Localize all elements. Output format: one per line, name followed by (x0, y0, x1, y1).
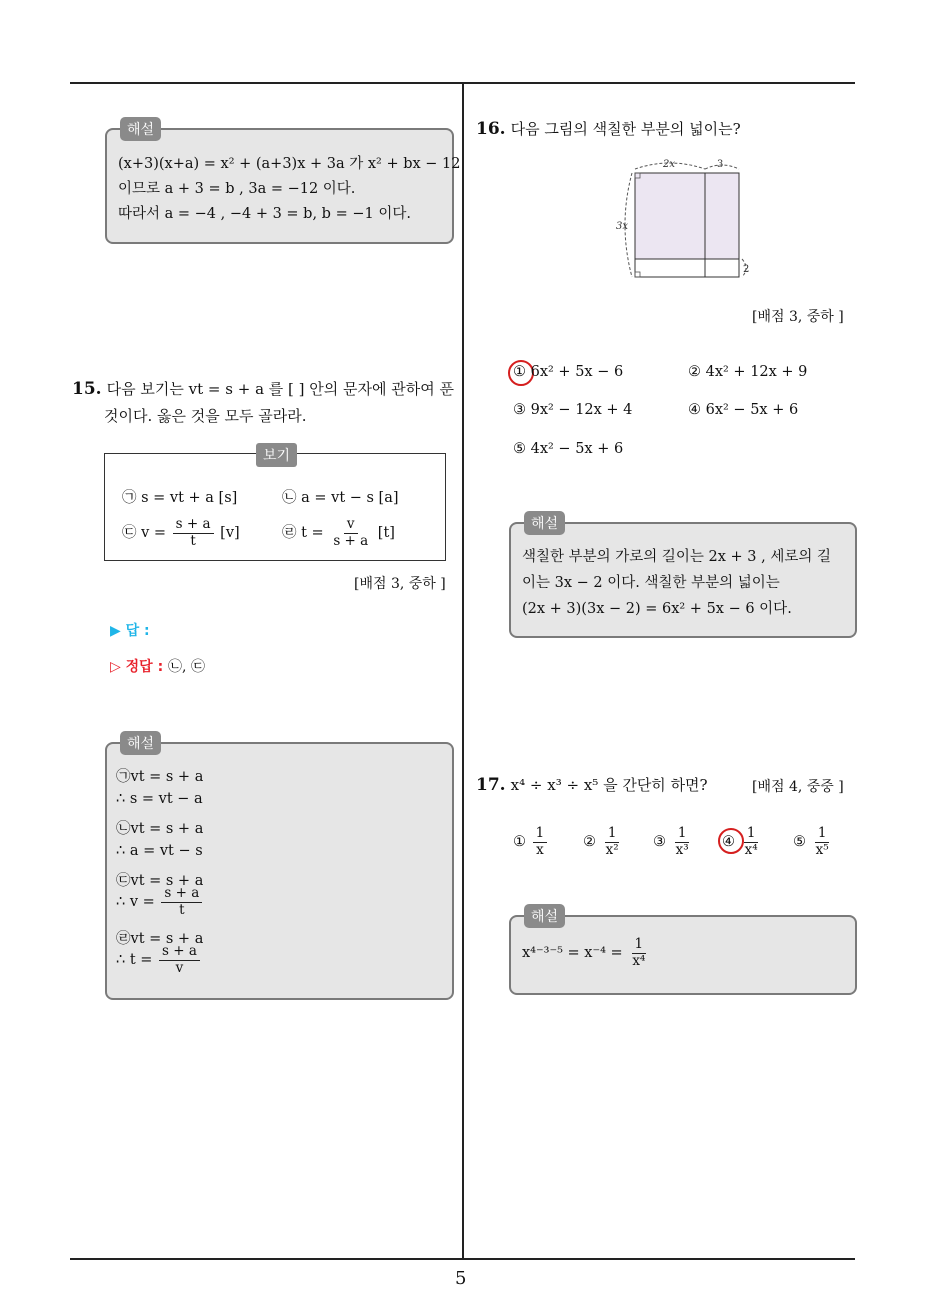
q15-item-a: ㉠ s = vt + a [s] (122, 490, 238, 506)
q15-sol-line-2: ∴ s = vt − a (116, 791, 203, 807)
q15-item-c-tail: [v] (220, 525, 240, 542)
q17-option-1-fraction (533, 826, 548, 858)
q16-label-top-left: 2x (663, 159, 676, 170)
q15-item-c-label: ㉢ v = (122, 525, 167, 542)
q16-option-2[interactable]: ② 4x² + 12x + 9 (688, 364, 808, 380)
q17-sol-fraction (629, 937, 648, 969)
q17-option-3-den: x³ (675, 841, 689, 858)
q15-item-d-fraction (330, 517, 371, 549)
q16-sol-line-2: 이는 3x − 2 이다. 색칠한 부분의 넓이는 (522, 575, 780, 591)
bottom-rule (70, 1258, 855, 1260)
q16-corner-mark-bottom (635, 272, 640, 277)
q15-text-line-2: 것이다. 옳은 것을 모두 골라라. (104, 407, 307, 425)
q17-option-4-num: 1 (744, 826, 759, 843)
q17-text: x⁴ ÷ x³ ÷ x⁵ 을 간단히 하면? (510, 776, 708, 794)
q17-option-3-fraction (673, 826, 692, 858)
q15-sol-line-4: ∴ a = vt − s (116, 843, 203, 859)
q15-sol-line-8-den: v (175, 959, 184, 976)
q16-label-right: 2 (743, 264, 750, 275)
q17-option-1-num: 1 (533, 826, 548, 843)
q16-text: 다음 그림의 색칠한 부분의 넓이는? (510, 120, 741, 138)
q16-option-5[interactable]: ⑤ 4x² − 5x + 6 (513, 441, 624, 457)
q17-option-5[interactable] (793, 826, 834, 858)
q15-question (72, 378, 457, 399)
q16-option-3[interactable]: ③ 9x² − 12x + 4 (513, 402, 633, 418)
q17-option-1-mark: ① (513, 834, 526, 851)
q15-item-d-den: s + a (333, 532, 369, 549)
q15-sol-line-8 (116, 944, 202, 976)
q17-option-2[interactable] (583, 826, 624, 858)
q15-score-meta: [배점 3, 중하 ] (354, 576, 446, 592)
q15-sol-line-6-fraction (161, 886, 202, 918)
q17-option-4[interactable] (722, 826, 763, 858)
q15-item-b: ㉡ a = vt − s [a] (282, 490, 399, 506)
q16-score-meta: [배점 3, 중하 ] (752, 309, 844, 325)
q16-option-4[interactable]: ④ 6x² − 5x + 6 (688, 402, 799, 418)
q15-sol-line-8-num: s + a (159, 944, 200, 961)
q17-solution-tag: 해설 (524, 904, 565, 928)
q17-option-2-fraction (603, 826, 622, 858)
q15-item-d-label: ㉣ t = (282, 525, 324, 542)
q17-question (476, 774, 708, 795)
q15-item-c-num: s + a (173, 517, 214, 534)
q15-sol-line-8-fraction (159, 944, 200, 976)
q15-example-tag: 보기 (256, 443, 297, 467)
q17-option-4-fraction (742, 826, 761, 858)
q16-solution-tag: 해설 (524, 511, 565, 535)
q15-sol-line-8-pre: ∴ t = (116, 952, 153, 969)
q15-answer-label[interactable]: ▶ 답 : (110, 623, 150, 639)
q15-item-d-num: v (344, 517, 358, 534)
q17-sol-den: x⁴ (632, 952, 646, 969)
q17-option-4-mark: ④ (722, 834, 735, 851)
q15-item-c (122, 517, 240, 549)
q15-sol-line-6-den: t (179, 901, 185, 918)
q17-number: 17. (476, 775, 506, 795)
q15-text-line-1: 다음 보기는 vt = s + a 를 [ ] 안의 문자에 관하여 푼 (106, 380, 454, 398)
q16-shaded-region (635, 173, 739, 259)
q17-option-2-num: 1 (605, 826, 620, 843)
q15-sol-line-3: ㉡vt = s + a (116, 821, 204, 837)
q16-number: 16. (476, 119, 506, 139)
q17-sol-pre: x⁴⁻³⁻⁵ = x⁻⁴ = (522, 945, 623, 962)
q14-solution-tag: 해설 (120, 117, 161, 141)
q15-item-c-den: t (190, 532, 196, 549)
q15-number: 15. (72, 379, 102, 399)
q17-option-3-mark: ③ (653, 834, 666, 851)
q15-solution-tag: 해설 (120, 731, 161, 755)
q14-solution-line-1: (x+3)(x+a) = x² + (a+3)x + 3a 가 x² + bx − 12 (118, 156, 461, 172)
q15-correct-label: ▷ 정답 : (110, 659, 164, 675)
q17-sol-line (522, 937, 650, 969)
column-divider (462, 84, 464, 1259)
q17-option-5-fraction (813, 826, 832, 858)
q17-option-4-den: x⁴ (744, 841, 758, 858)
q16-option-1[interactable]: ① 6x² + 5x − 6 (513, 364, 624, 380)
q15-item-d (282, 517, 395, 549)
q16-label-left: 3x (616, 221, 629, 232)
q17-score-meta: [배점 4, 중중 ] (752, 779, 844, 795)
q17-option-3[interactable] (653, 826, 694, 858)
q17-option-5-num: 1 (815, 826, 830, 843)
q17-option-1[interactable] (513, 826, 549, 858)
q15-sol-line-6-pre: ∴ v = (116, 894, 155, 911)
q17-option-2-mark: ② (583, 834, 596, 851)
q16-figure (610, 155, 760, 285)
q15-sol-line-6-num: s + a (161, 886, 202, 903)
q17-sol-num: 1 (632, 937, 647, 954)
q17-option-5-mark: ⑤ (793, 834, 806, 851)
q15-item-c-fraction (173, 517, 214, 549)
q15-sol-line-6 (116, 886, 204, 918)
q17-option-3-num: 1 (675, 826, 690, 843)
q15-sol-line-7: ㉣vt = s + a (116, 931, 204, 947)
q15-correct-answer (110, 656, 205, 676)
q15-sol-line-5: ㉢vt = s + a (116, 873, 204, 889)
q16-sol-line-1: 색칠한 부분의 가로의 길이는 2x + 3 , 세로의 길 (522, 549, 831, 565)
q17-option-5-den: x⁵ (815, 841, 829, 858)
q15-sol-line-1: ㉠vt = s + a (116, 769, 204, 785)
q14-solution-line-3: 따라서 a = −4 , −4 + 3 = b, b = −1 이다. (118, 206, 411, 222)
q17-option-1-den: x (536, 841, 544, 858)
page-number: 5 (455, 1268, 467, 1289)
q16-question (476, 118, 741, 139)
q15-correct-value: ㉡, ㉢ (168, 659, 205, 675)
q16-label-top-right: 3 (717, 159, 724, 170)
q16-sol-line-3: (2x + 3)(3x − 2) = 6x² + 5x − 6 이다. (522, 601, 792, 617)
q17-option-2-den: x² (605, 841, 619, 858)
q15-item-d-tail: [t] (377, 525, 395, 542)
q14-solution-line-2: 이므로 a + 3 = b , 3a = −12 이다. (118, 181, 356, 197)
